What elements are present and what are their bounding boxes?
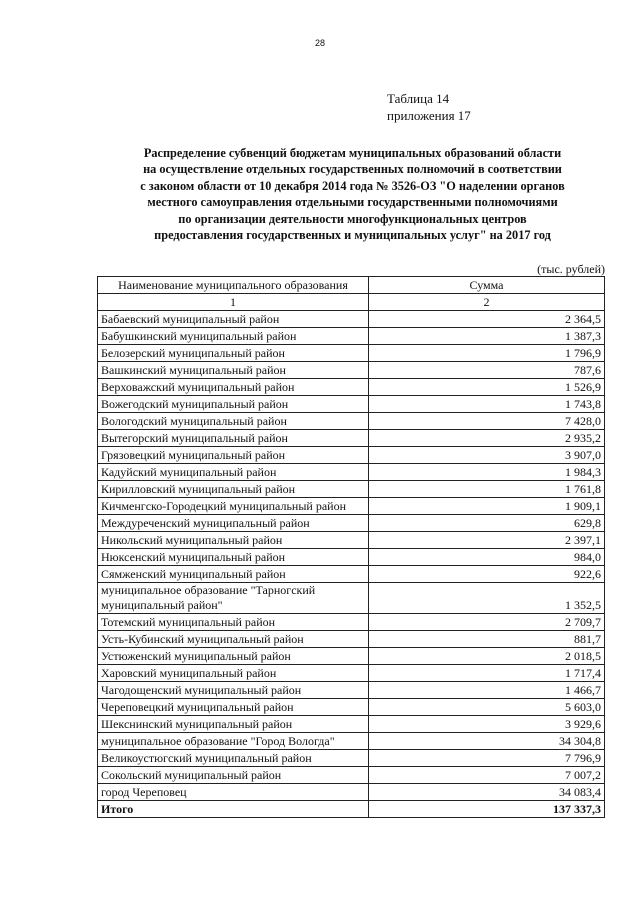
table-row (98, 665, 605, 682)
subsidy-sum: 1 796,9 (369, 345, 605, 362)
table-row (98, 379, 605, 396)
subsidy-sum: 787,6 (369, 362, 605, 379)
table-row (98, 430, 605, 447)
municipality-name: Чагодощенский муниципальный район (98, 682, 369, 699)
title-line: на осуществление отдельных государственных полномочий в соответствии (143, 162, 562, 177)
table-row (98, 733, 605, 750)
municipality-name: Кичменгско-Городецкий муниципальный район (98, 498, 369, 515)
table-row (98, 750, 605, 767)
subsidy-table (97, 276, 605, 818)
document-title (100, 145, 605, 243)
header-sum: Сумма (369, 277, 605, 294)
municipality-name: муниципальное образование "Город Вологда" (98, 733, 369, 750)
municipality-name: Бабаевский муниципальный район (98, 311, 369, 328)
subsidy-sum: 1 984,3 (369, 464, 605, 481)
municipality-name: Череповецкий муниципальный район (98, 699, 369, 716)
table-row (98, 345, 605, 362)
subsidy-sum: 7 007,2 (369, 767, 605, 784)
table-row (98, 328, 605, 345)
subsidy-sum: 2 935,2 (369, 430, 605, 447)
column-number-row (98, 294, 605, 311)
subsidy-sum: 34 304,8 (369, 733, 605, 750)
table-row (98, 767, 605, 784)
header-row (98, 277, 605, 294)
table-row (98, 413, 605, 430)
units-label: (тыс. рублей) (537, 262, 605, 276)
table-row (98, 464, 605, 481)
municipality-name: Вологодский муниципальный район (98, 413, 369, 430)
subsidy-sum: 7 428,0 (369, 413, 605, 430)
table-row (98, 631, 605, 648)
title-line: с законом области от 10 декабря 2014 года № 3526-ОЗ "О наделении органов (140, 178, 565, 193)
subsidy-sum: 3 929,6 (369, 716, 605, 733)
page-number: 28 (314, 38, 325, 48)
table-row (98, 481, 605, 498)
municipality-name: Сокольский муниципальный район (98, 767, 369, 784)
municipality-name: Усть-Кубинский муниципальный район (98, 631, 369, 648)
table-row (98, 583, 605, 614)
subsidy-sum: 629,8 (369, 515, 605, 532)
subsidy-sum: 1 909,1 (369, 498, 605, 515)
subsidy-sum: 1 717,4 (369, 665, 605, 682)
municipality-name: Тотемский муниципальный район (98, 614, 369, 631)
title-line: Распределение субвенций бюджетам муниципальных образований области (143, 146, 562, 160)
table-row (98, 549, 605, 566)
subsidy-sum: 881,7 (369, 631, 605, 648)
subsidy-sum: 7 796,9 (369, 750, 605, 767)
total-sum: 137 337,3 (369, 801, 605, 818)
municipality-name: город Череповец (98, 784, 369, 801)
column-number-sum: 2 (369, 294, 605, 311)
subsidy-sum: 2 364,5 (369, 311, 605, 328)
subsidy-sum: 2 018,5 (369, 648, 605, 665)
column-number-name: 1 (98, 294, 369, 311)
title-line: по организации деятельности многофункциональных центров (178, 211, 527, 226)
table-row (98, 699, 605, 716)
subsidy-sum: 1 526,9 (369, 379, 605, 396)
municipality-name: Нюксенский муниципальный район (98, 549, 369, 566)
header-name: Наименование муниципального образования (98, 277, 369, 294)
title-line: местного самоуправления отдельными государственными полномочиями (147, 195, 558, 210)
table-number: Таблица 14 (387, 91, 450, 106)
subsidy-sum: 1 761,8 (369, 481, 605, 498)
municipality-name: Кадуйский муниципальный район (98, 464, 369, 481)
table-row (98, 498, 605, 515)
subsidy-sum: 1 387,3 (369, 328, 605, 345)
table-row (98, 532, 605, 549)
municipality-name: Вашкинский муниципальный район (98, 362, 369, 379)
table-row (98, 396, 605, 413)
subsidy-sum: 3 907,0 (369, 447, 605, 464)
municipality-name: Белозерский муниципальный район (98, 345, 369, 362)
table-row (98, 614, 605, 631)
table-row (98, 447, 605, 464)
municipality-name: Кирилловский муниципальный район (98, 481, 369, 498)
municipality-name: муниципальное образование "Тарногский муниципальный район" (98, 583, 369, 614)
table-reference (387, 90, 471, 124)
municipality-name: Вожегодский муниципальный район (98, 396, 369, 413)
municipality-name: Сямженский муниципальный район (98, 566, 369, 583)
total-row (98, 801, 605, 818)
municipality-name: Междуреченский муниципальный район (98, 515, 369, 532)
title-line: предоставления государственных и муниципальных услуг" на 2017 год (154, 228, 551, 243)
subsidy-sum: 34 083,4 (369, 784, 605, 801)
total-label: Итого (98, 801, 369, 818)
subsidy-sum: 1 743,8 (369, 396, 605, 413)
subsidy-sum: 1 352,5 (369, 583, 605, 614)
table-row (98, 311, 605, 328)
municipality-name: Бабушкинский муниципальный район (98, 328, 369, 345)
subsidy-sum: 5 603,0 (369, 699, 605, 716)
municipality-name: Вытегорский муниципальный район (98, 430, 369, 447)
table-row (98, 784, 605, 801)
subsidy-sum: 1 466,7 (369, 682, 605, 699)
appendix-number: приложения 17 (387, 108, 471, 123)
subsidy-sum: 2 709,7 (369, 614, 605, 631)
municipality-name: Устюженский муниципальный район (98, 648, 369, 665)
subsidy-sum: 984,0 (369, 549, 605, 566)
table-body (98, 311, 605, 801)
subsidy-sum: 2 397,1 (369, 532, 605, 549)
table-row (98, 682, 605, 699)
table-row (98, 515, 605, 532)
municipality-name: Харовский муниципальный район (98, 665, 369, 682)
table-row (98, 566, 605, 583)
table-row (98, 648, 605, 665)
municipality-name: Никольский муниципальный район (98, 532, 369, 549)
municipality-name: Грязовецкий муниципальный район (98, 447, 369, 464)
municipality-name: Верховажский муниципальный район (98, 379, 369, 396)
municipality-name: Великоустюгский муниципальный район (98, 750, 369, 767)
municipality-name: Шекснинский муниципальный район (98, 716, 369, 733)
table-row (98, 716, 605, 733)
table-row (98, 362, 605, 379)
subsidy-sum: 922,6 (369, 566, 605, 583)
